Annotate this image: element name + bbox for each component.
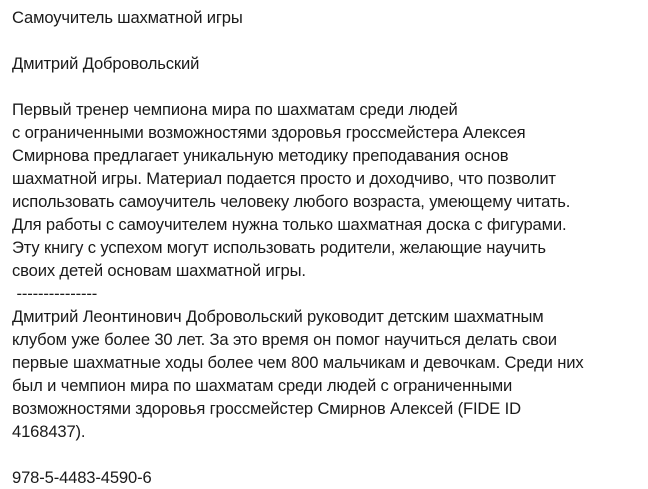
book-title: Самоучитель шахматной игры: [12, 8, 243, 27]
bio-line: 4168437).: [12, 422, 86, 441]
bio-line: первые шахматные ходы более чем 800 мальчикам и девочкам. Среди них: [12, 353, 584, 372]
description-line: своих детей основам шахматной игры.: [12, 261, 306, 280]
description-line: Эту книгу с успехом могут использовать родители, желающие научить: [12, 238, 546, 257]
author-bio-paragraph: [12, 305, 642, 443]
description-line: шахматной игры. Материал подается просто и доходчиво, что позволит: [12, 169, 556, 188]
description-line: использовать самоучитель человеку любого возраста, умеющему читать.: [12, 192, 571, 211]
separator-line: ---------------: [12, 284, 98, 303]
bio-line: Дмитрий Леонтинович Добровольский руководит детским шахматным: [12, 307, 544, 326]
description-line: Смирнова предлагает уникальную методику преподавания основ: [12, 146, 509, 165]
isbn: 978-5-4483-4590-6: [12, 468, 152, 487]
bio-line: клубом уже более 30 лет. За это время он помог научиться делать свои: [12, 330, 557, 349]
description-paragraph: [12, 98, 642, 282]
document-body: [12, 6, 642, 489]
bio-line: был и чемпион мира по шахматам среди людей с ограниченными: [12, 376, 513, 395]
spacer: [12, 443, 642, 466]
book-author: Дмитрий Добровольский: [12, 54, 200, 73]
bio-line: возможностями здоровья гроссмейстер Смирнов Алексей (FIDE ID: [12, 399, 521, 418]
description-line: Первый тренер чемпиона мира по шахматам среди людей: [12, 100, 458, 119]
spacer: [12, 75, 642, 98]
description-line: с ограниченными возможностями здоровья гроссмейстера Алексея: [12, 123, 526, 142]
spacer: [12, 29, 642, 52]
description-line: Для работы с самоучителем нужна только шахматная доска с фигурами.: [12, 215, 567, 234]
